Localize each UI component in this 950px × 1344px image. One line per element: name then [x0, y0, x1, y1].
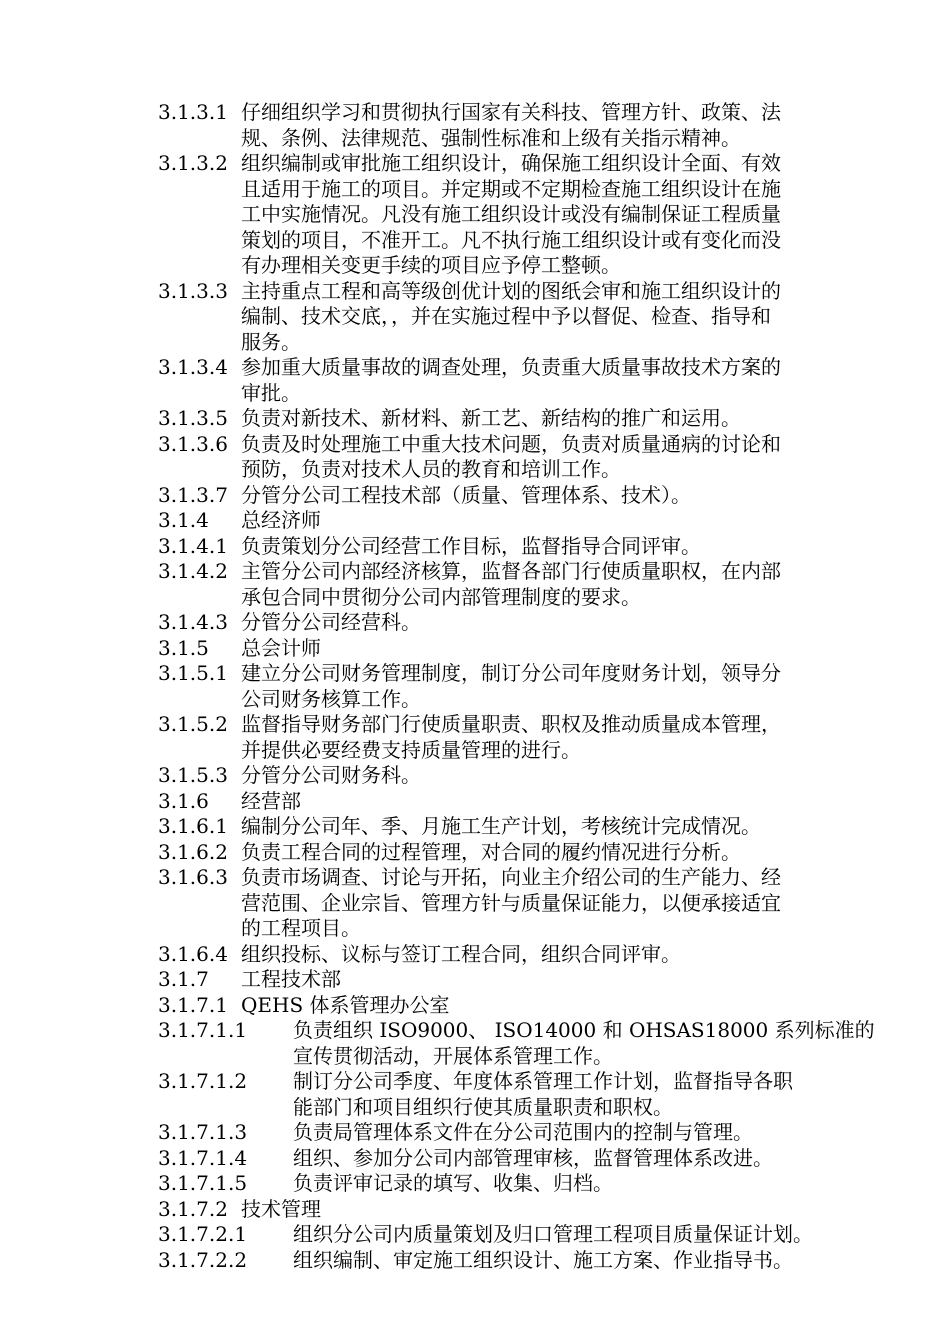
section-number: 3.1.3.6: [158, 431, 228, 456]
section-number: 3.1.7.2.1: [158, 1222, 248, 1246]
text-line: 分管分公司财务科。: [241, 763, 421, 787]
text-line: 承包合同中贯彻分公司内部管理制度的要求。: [241, 584, 641, 609]
document-body: [158, 100, 875, 1273]
text-line: QEHS 体系管理办公室: [241, 992, 450, 1017]
paragraph-text: [293, 1146, 868, 1172]
text-line: 监督指导财务部门行使质量职责、职权及推动质量成本管理，: [241, 712, 781, 736]
text-line: 服务。: [241, 329, 301, 354]
paragraph-text: [293, 1248, 868, 1274]
document-paragraph: [158, 559, 868, 610]
paragraph-text: [241, 483, 868, 509]
section-number: 3.1.7.1.2: [158, 1069, 248, 1093]
text-line: 并提供必要经费支持质量管理的进行。: [241, 737, 581, 762]
section-number: 3.1.5.2: [158, 712, 228, 736]
paragraph-text: [241, 279, 868, 356]
section-number: 3.1.3.5: [158, 406, 228, 430]
document-paragraph: [158, 661, 868, 712]
text-line: 经营部: [241, 788, 301, 813]
document-paragraph: [158, 814, 868, 840]
document-paragraph: [158, 636, 868, 662]
text-line: 负责局管理体系文件在分公司范围内的控制与管理。: [293, 1120, 753, 1144]
paragraph-text: [241, 406, 868, 432]
document-paragraph: [158, 1018, 875, 1069]
document-paragraph: [158, 610, 868, 636]
paragraph-text: [241, 993, 868, 1019]
paragraph-text: [241, 355, 868, 406]
text-line: 总经济师: [241, 508, 321, 532]
document-paragraph: [158, 942, 868, 968]
document-paragraph: [158, 406, 868, 432]
document-paragraph: [158, 432, 868, 483]
section-number: 3.1.5: [158, 635, 209, 660]
document-paragraph: [158, 763, 868, 789]
text-line: 能部门和项目组织行使其质量职责和职权。: [293, 1094, 673, 1119]
text-line: 工程技术部: [241, 967, 341, 991]
paragraph-text: [241, 942, 868, 968]
document-paragraph: [158, 993, 868, 1019]
section-number: 3.1.3.4: [158, 355, 228, 379]
paragraph-text: [241, 508, 868, 534]
section-number: 3.1.3.3: [158, 278, 228, 303]
document-paragraph: [158, 355, 868, 406]
section-number: 3.1.6.4: [158, 941, 228, 966]
paragraph-text: [241, 1197, 868, 1223]
paragraph-text: [293, 1222, 868, 1248]
section-number: 3.1.7.1.3: [158, 1120, 248, 1144]
text-line: 宣传贯彻活动，开展体系管理工作。: [293, 1043, 613, 1068]
text-line: 总会计师: [241, 635, 321, 660]
paragraph-text: [241, 865, 868, 942]
paragraph-text: [241, 432, 868, 483]
document-paragraph: [158, 279, 868, 356]
text-line: 负责策划分公司经营工作目标，监督指导合同评审。: [241, 533, 701, 558]
section-number: 3.1.3.2: [158, 151, 228, 175]
document-paragraph: [158, 1248, 868, 1274]
text-line: 技术管理: [241, 1196, 321, 1221]
section-number: 3.1.4.3: [158, 610, 228, 634]
section-number: 3.1.7.2.2: [158, 1247, 248, 1272]
section-number: 3.1.7.2: [158, 1196, 228, 1221]
text-line: 有办理相关变更手续的项目应予停工整顿。: [241, 253, 621, 277]
paragraph-text: [241, 789, 868, 815]
paragraph-text: [241, 661, 868, 712]
document-paragraph: [158, 865, 868, 942]
section-number: 3.1.7.1.4: [158, 1145, 248, 1170]
document-paragraph: [158, 967, 868, 993]
text-line: 组织编制或审批施工组织设计，确保施工组织设计全面、有效: [241, 151, 781, 175]
section-number: 3.1.7.1: [158, 992, 228, 1017]
paragraph-text: [241, 559, 868, 610]
text-line: 预防，负责对技术人员的教育和培训工作。: [241, 457, 621, 481]
text-line: 公司财务核算工作。: [241, 686, 421, 711]
document-paragraph: [158, 840, 868, 866]
document-paragraph: [158, 1197, 868, 1223]
text-line: 仔细组织学习和贯彻执行国家有关科技、管理方针、政策、法: [241, 100, 781, 124]
document-paragraph: [158, 1120, 868, 1146]
document-paragraph: [158, 100, 868, 151]
text-line: 组织投标、议标与签订工程合同，组织合同评审。: [241, 941, 681, 966]
document-paragraph: [158, 789, 868, 815]
paragraph-text: [241, 636, 868, 662]
paragraph-text: [241, 610, 868, 636]
document-paragraph: [158, 1146, 868, 1172]
text-line: 负责评审记录的填写、收集、归档。: [293, 1171, 613, 1195]
text-line: 分管分公司经营科。: [241, 610, 421, 634]
document-paragraph: [158, 534, 868, 560]
text-line: 负责市场调查、讨论与开拓，向业主介绍公司的生产能力、经: [241, 865, 781, 889]
paragraph-text: [241, 534, 868, 560]
text-line: 审批。: [241, 380, 301, 405]
text-line: 营范围、企业宗旨、管理方针与质量保证能力，以便承接适宜: [241, 890, 781, 915]
document-paragraph: [158, 1222, 868, 1248]
text-line: 编制、技术交底，，并在实施过程中予以督促、检查、指导和: [241, 304, 771, 328]
section-number: 3.1.4.1: [158, 533, 228, 558]
section-number: 3.1.4: [158, 508, 209, 532]
section-number: 3.1.3.1: [158, 100, 228, 124]
text-line: 且适用于施工的项目。并定期或不定期检查施工组织设计在施: [241, 176, 781, 201]
paragraph-text: [241, 967, 868, 993]
section-number: 3.1.6.2: [158, 839, 228, 864]
section-number: 3.1.7.1.5: [158, 1171, 248, 1195]
paragraph-text: [293, 1069, 868, 1120]
text-line: 建立分公司财务管理制度，制订分公司年度财务计划，领导分: [241, 661, 781, 685]
section-number: 3.1.6.3: [158, 865, 228, 889]
section-number: 3.1.3.7: [158, 482, 228, 507]
paragraph-text: [241, 814, 868, 840]
section-number: 3.1.7: [158, 967, 209, 991]
document-paragraph: [158, 712, 868, 763]
section-number: 3.1.6: [158, 788, 209, 813]
document-paragraph: [158, 1069, 868, 1120]
document-paragraph: [158, 508, 868, 534]
text-line: 负责工程合同的过程管理，对合同的履约情况进行分析。: [241, 839, 741, 864]
text-line: 负责组织 ISO9000、 ISO14000 和 OHSAS18000 系列标准的: [293, 1018, 875, 1042]
section-number: 3.1.5.3: [158, 763, 228, 787]
text-line: 制订分公司季度、年度体系管理工作计划，监督指导各职: [293, 1069, 793, 1093]
document-paragraph: [158, 483, 868, 509]
paragraph-text: [293, 1171, 868, 1197]
paragraph-text: [241, 100, 868, 151]
text-line: 主管分公司内部经济核算，监督各部门行使质量职权，在内部: [241, 559, 781, 583]
section-number: 3.1.5.1: [158, 661, 228, 685]
text-line: 规、条例、法律规范、强制性标准和上级有关指示精神。: [241, 125, 741, 150]
text-line: 的工程项目。: [241, 916, 361, 940]
paragraph-text: [293, 1018, 875, 1069]
paragraph-text: [293, 1120, 868, 1146]
text-line: 负责对新技术、新材料、新工艺、新结构的推广和运用。: [241, 406, 741, 430]
paragraph-text: [241, 840, 868, 866]
section-number: 3.1.6.1: [158, 814, 228, 838]
document-paragraph: [158, 1171, 868, 1197]
text-line: 负责及时处理施工中重大技术问题，负责对质量通病的讨论和: [241, 431, 781, 456]
text-line: 分管分公司工程技术部（质量、管理体系、技术）。: [241, 482, 691, 507]
text-line: 主持重点工程和高等级创优计划的图纸会审和施工组织设计的: [241, 278, 781, 303]
paragraph-text: [241, 712, 868, 763]
text-line: 工中实施情况。凡没有施工组织设计或没有编制保证工程质量: [241, 202, 781, 226]
paragraph-text: [241, 151, 868, 279]
text-line: 编制分公司年、季、月施工生产计划，考核统计完成情况。: [241, 814, 761, 838]
text-line: 策划的项目，不准开工。凡不执行施工组织设计或有变化而没: [241, 227, 781, 252]
text-line: 组织编制、审定施工组织设计、施工方案、作业指导书。: [293, 1247, 793, 1272]
section-number: 3.1.7.1.1: [158, 1018, 248, 1042]
document-paragraph: [158, 151, 868, 279]
paragraph-text: [241, 763, 868, 789]
text-line: 组织、参加分公司内部管理审核，监督管理体系改进。: [293, 1145, 773, 1170]
section-number: 3.1.4.2: [158, 559, 228, 583]
text-line: 组织分公司内质量策划及归口管理工程项目质量保证计划。: [293, 1222, 813, 1246]
text-line: 参加重大质量事故的调查处理，负责重大质量事故技术方案的: [241, 355, 781, 379]
